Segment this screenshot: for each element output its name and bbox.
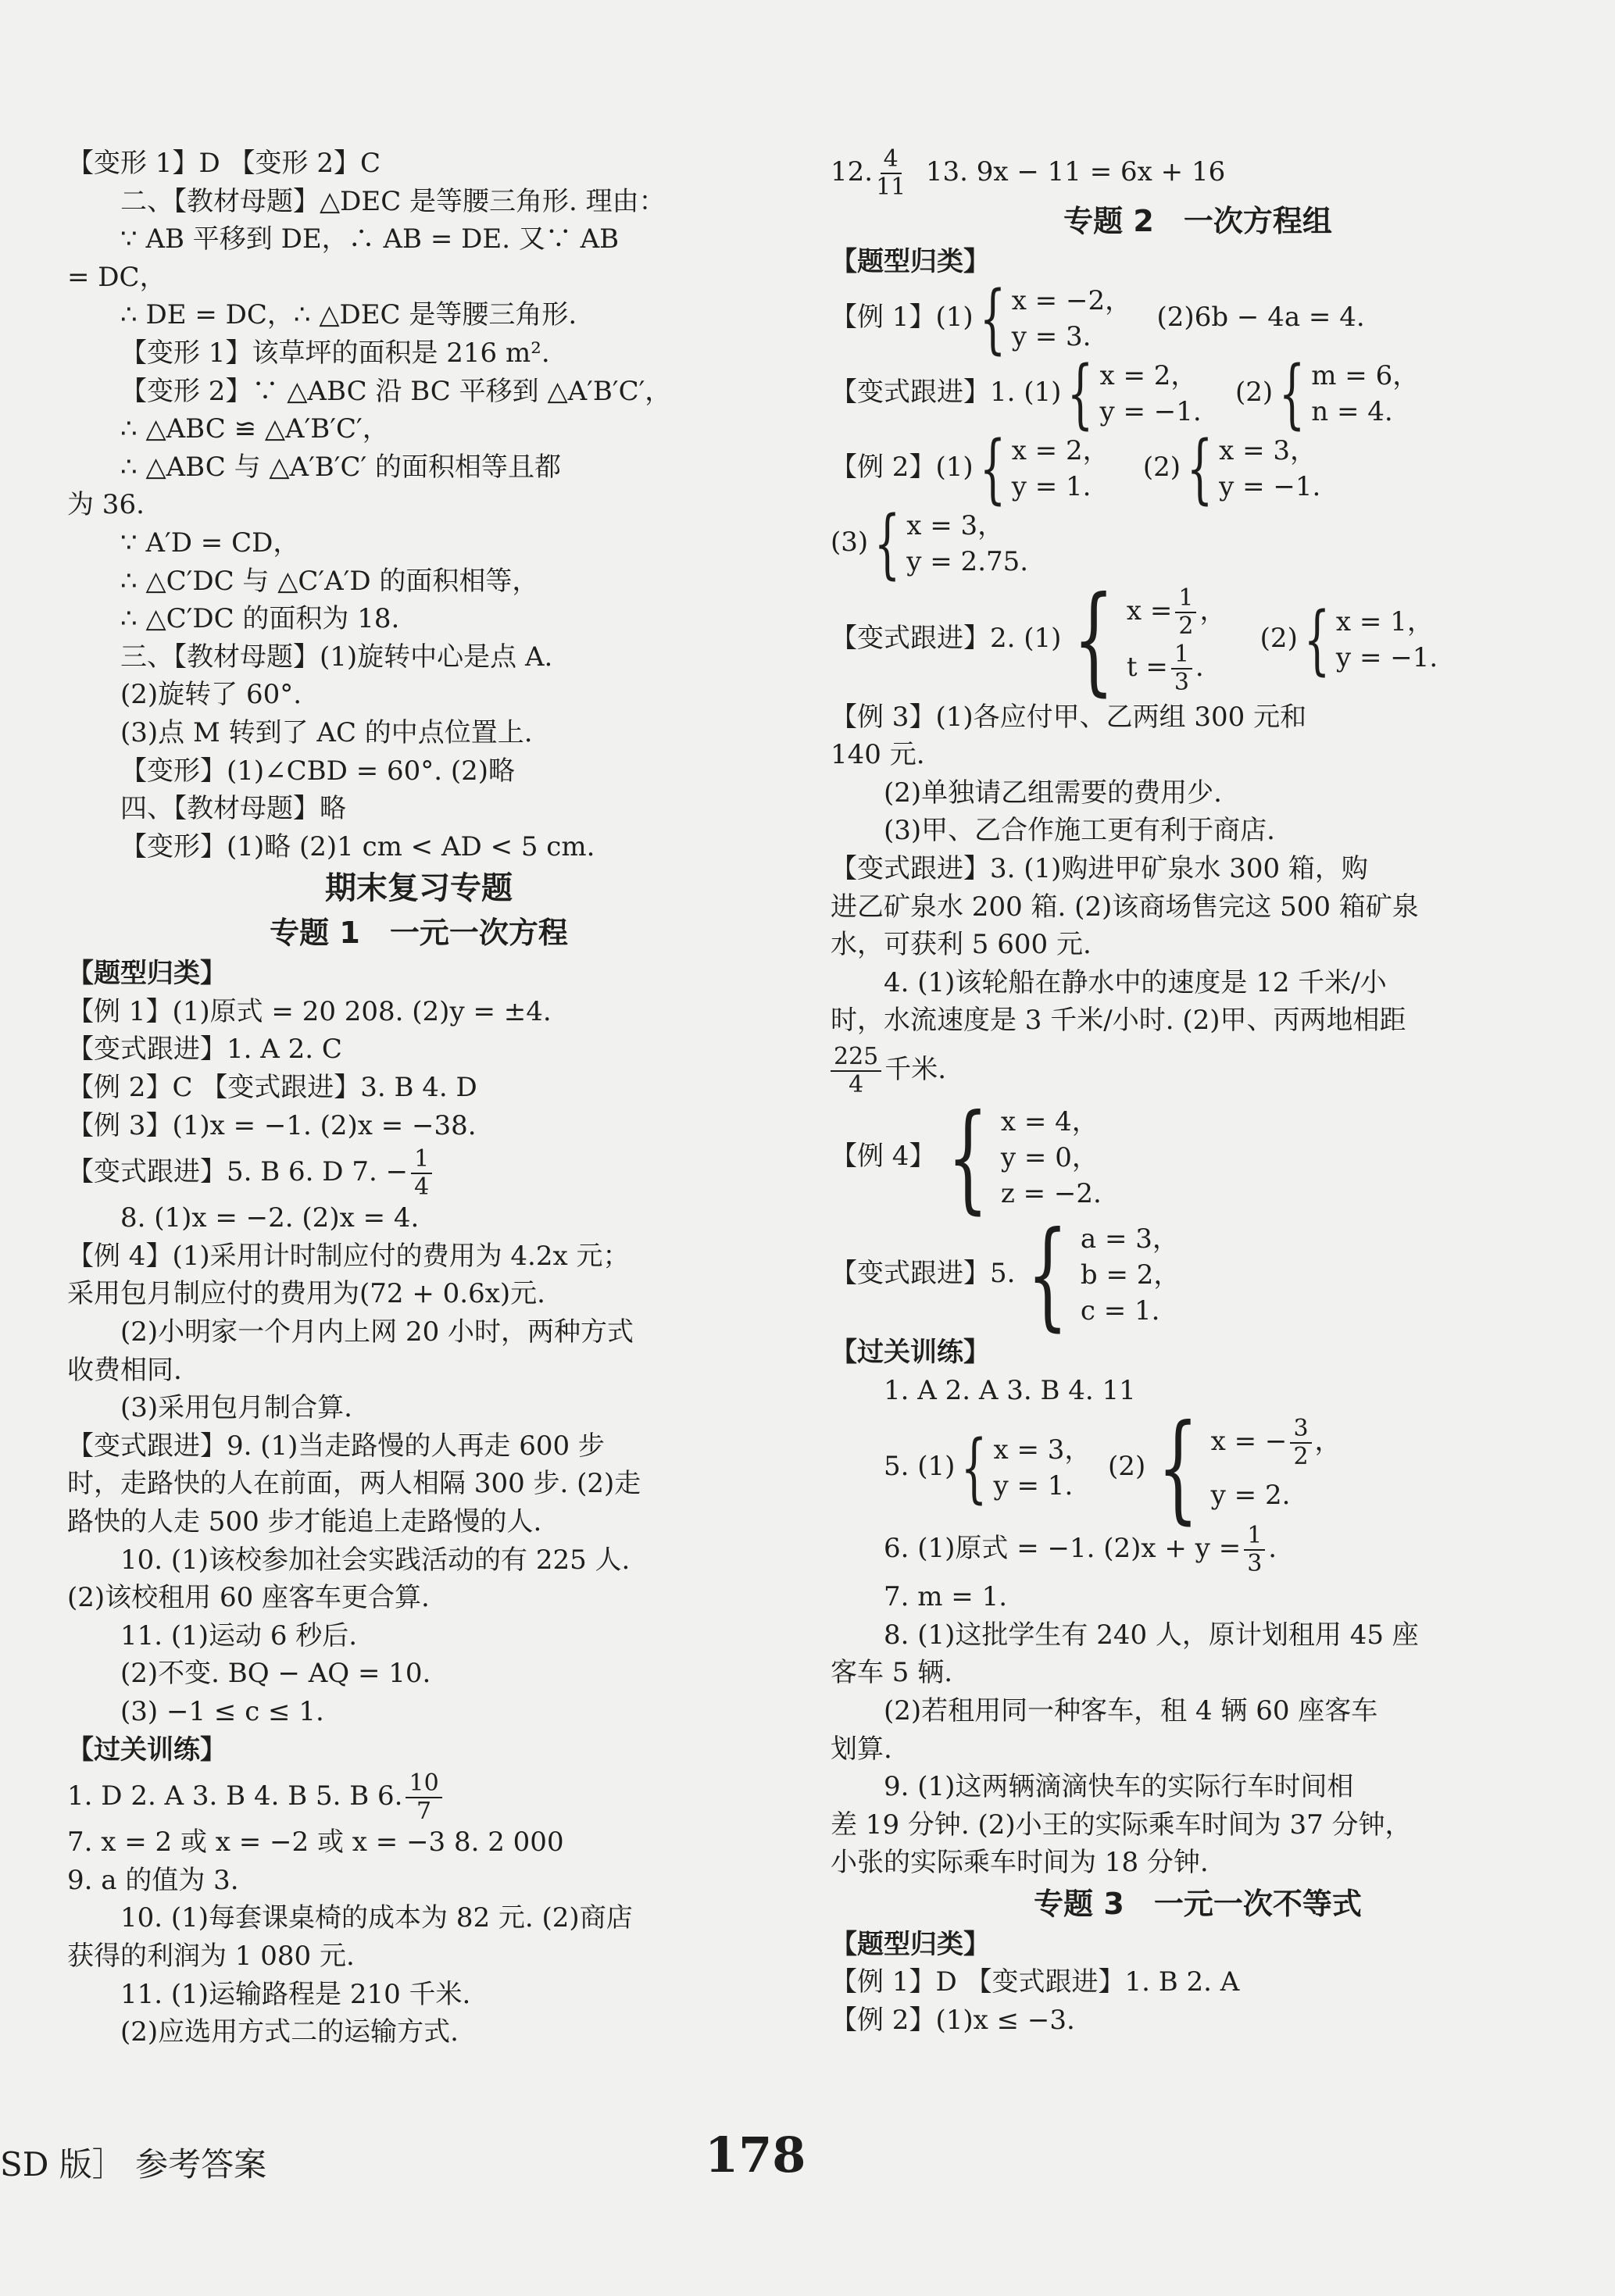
answer-line: ∴ △C′DC 与 △C′A′D 的面积相等， xyxy=(120,565,539,597)
answer-line: (3) −1 ≤ c ≤ 1. xyxy=(120,1695,324,1727)
answer-line: 1. A 2. A 3. B 4. 11 xyxy=(884,1374,1136,1406)
system-row: n = 4. xyxy=(1311,395,1393,427)
answer-line: 9. a 的值为 3. xyxy=(67,1864,239,1896)
fraction-numerator: 225 xyxy=(831,1044,881,1072)
equation-system: { x = 3， y = −1. xyxy=(1186,424,1321,512)
system-row: x = 3， xyxy=(993,1434,1092,1466)
system-row: x = 2， xyxy=(1011,434,1109,466)
answer-line xyxy=(67,1769,770,1826)
system-row: x = −2， xyxy=(1011,284,1132,316)
system-row-text: x = − xyxy=(1210,1426,1288,1458)
answer-line xyxy=(831,1040,1565,1099)
system-row: t = $\frac{1}{3}$ . xyxy=(1126,640,1204,696)
answer-line: 时，走路快的人在前面，两人相隔 300 步. (2)走 xyxy=(67,1468,641,1500)
answer-line: 【变形 1】D 【变形 2】C xyxy=(67,148,381,179)
equation-system: { x = 1， y = −1. xyxy=(1303,595,1438,684)
system-row: y = 2.75. xyxy=(906,545,1029,577)
fraction-denominator: 11 xyxy=(876,173,906,201)
answer-line: 9. (1)这两辆滴滴快车的实际行车时间相 xyxy=(884,1771,1354,1803)
fraction-denominator: 3 xyxy=(1174,668,1189,696)
answer-line: 【例 1】(1)原式 = 20 208. (2)y = ±4. xyxy=(67,995,552,1027)
answer-line: 【变形】(1)∠CBD = 60°. (2)略 xyxy=(120,755,516,787)
answer-line: 【变式跟进】3. (1)购进甲矿泉水 300 箱，购 xyxy=(831,852,1368,884)
answer-text: 【变式跟进】5. xyxy=(831,1257,1016,1289)
topic-title: 专题 1 一元一次方程 xyxy=(270,916,568,951)
answer-line: 采用包月制应付的费用为(72 + 0.6x)元. xyxy=(67,1278,545,1310)
answer-line: 【变形 1】该草坪的面积是 216 m². xyxy=(120,337,550,369)
subheading: 【过关训练】 xyxy=(831,1336,990,1368)
answer-text: 【变式跟进】2. (1) xyxy=(831,622,1062,654)
answer-text: (2) xyxy=(1259,622,1298,654)
answer-line: ∴ △ABC ≌ △A′B′C′， xyxy=(120,413,389,445)
fraction xyxy=(831,1044,881,1098)
system-row: y = 1. xyxy=(1011,470,1092,502)
answer-line xyxy=(831,424,1565,512)
answer-line: (3)采用包月制合算. xyxy=(120,1392,352,1424)
answer-line xyxy=(831,571,1565,708)
answer-text: 6. (1)原式 = −1. (2)x + y = xyxy=(884,1533,1242,1565)
fraction xyxy=(1290,1416,1311,1470)
answer-line xyxy=(831,349,1565,437)
answer-line: 【例 4】(1)采用计时制应付的费用为 4.2x 元； xyxy=(67,1240,630,1272)
answer-line: (2)若租用同一种客车，租 4 辆 60 座客车 xyxy=(884,1694,1378,1726)
system-row: x = $\frac{1}{2}$ ， xyxy=(1126,584,1227,640)
answer-line: ∴ DE = DC，∴ △DEC 是等腰三角形. xyxy=(120,299,577,331)
answer-line: = DC， xyxy=(67,261,166,293)
answer-line: 收费相同. xyxy=(67,1354,182,1386)
answer-line: 11. (1)运动 6 秒后. xyxy=(120,1619,358,1651)
system-row: x = 3， xyxy=(1219,434,1317,466)
answer-line: 4. (1)该轮船在静水中的速度是 12 千米/小 xyxy=(884,966,1387,998)
system-row: y = −1. xyxy=(1219,470,1321,502)
system-row: m = 6， xyxy=(1311,359,1420,391)
answer-text: 13. 9x − 11 = 6x + 16 xyxy=(925,156,1226,187)
page-number: 178 xyxy=(705,2126,806,2184)
answer-text: (3) xyxy=(831,526,869,558)
answer-line: 【变形】(1)略 (2)1 cm < AD < 5 cm. xyxy=(120,830,595,862)
answer-text: (2) xyxy=(1142,451,1181,483)
answer-text: 12. xyxy=(831,156,874,187)
answer-line: (2)单独请乙组需要的费用少. xyxy=(884,777,1222,809)
fraction-denominator: 7 xyxy=(416,1798,432,1826)
fraction-numerator: 1 xyxy=(1244,1523,1265,1551)
subheading: 【题型归类】 xyxy=(831,246,990,277)
answer-text: (2) xyxy=(1108,1451,1146,1483)
equation-system: { x = 2， y = 1. xyxy=(979,424,1109,512)
system-row: y = 0， xyxy=(1000,1141,1099,1173)
answer-text: 千米. xyxy=(884,1053,947,1085)
answer-line: 为 36. xyxy=(67,489,145,521)
fraction-denominator: 2 xyxy=(1293,1443,1309,1471)
answer-line: ∴ △C′DC 的面积为 18. xyxy=(120,603,400,635)
answer-text: 【例 4】 xyxy=(831,1140,936,1172)
answer-line: 6. (1)原式 = −1. (2)x + y = $\frac{1}{3}$ . xyxy=(884,1522,1277,1578)
system-row: y = −1. xyxy=(1335,641,1438,673)
fraction-denominator: 4 xyxy=(849,1070,864,1098)
answer-line xyxy=(831,1400,1565,1537)
system-row: x = 3， xyxy=(906,509,1005,541)
system-row: b = 2， xyxy=(1080,1259,1181,1291)
answer-line: 【例 2】(1)x ≤ −3. xyxy=(831,2005,1075,2037)
equation-system: { x = 3， y = 1. xyxy=(961,1424,1092,1512)
answer-text: 5. (1) xyxy=(884,1451,956,1483)
answer-line: 【例 3】(1)各应付甲、乙两组 300 元和 xyxy=(831,701,1307,733)
answer-line: 【变式跟进】1. A 2. C xyxy=(67,1034,342,1066)
system-row: a = 3， xyxy=(1080,1223,1179,1255)
equation-system: { x = 3， y = 2.75. xyxy=(874,499,1029,587)
equation-system: { x = $\frac{1}{2}$ ， t = $\frac{1}{3}$ . xyxy=(1073,571,1227,708)
answer-line: 二、【教材母题】△DEC 是等腰三角形. 理由： xyxy=(120,185,666,217)
answer-line xyxy=(831,145,1565,199)
answer-line: (2)该校租用 60 座客车更合算. xyxy=(67,1582,430,1614)
fraction-numerator: 10 xyxy=(406,1770,441,1798)
system-row: y = −1. xyxy=(1099,395,1202,427)
fraction-denominator: 3 xyxy=(1247,1550,1263,1578)
subheading: 【题型归类】 xyxy=(67,958,227,990)
subheading: 【题型归类】 xyxy=(831,1928,990,1960)
system-row: y = 2. xyxy=(1210,1480,1291,1512)
fraction xyxy=(876,146,906,201)
fraction xyxy=(1244,1523,1265,1577)
answer-line: (2)应选用方式二的运输方式. xyxy=(120,2016,459,2048)
answer-line: 水，可获利 5 600 元. xyxy=(831,929,1092,961)
system-row-text: x = xyxy=(1126,595,1173,627)
answer-line xyxy=(67,1144,770,1202)
answer-line: 三、【教材母题】(1)旋转中心是点 A. xyxy=(120,641,553,673)
fraction-numerator: 4 xyxy=(881,146,902,174)
fraction xyxy=(411,1146,432,1201)
equation-system: { a = 3， b = 2， c = 1. xyxy=(1027,1206,1181,1343)
answer-line: 10. (1)每套课桌椅的成本为 82 元. (2)商店 xyxy=(120,1902,633,1934)
fraction-numerator: 1 xyxy=(1171,641,1192,670)
footer-edition: SD 版］ 参考答案 xyxy=(0,2145,267,2184)
system-row: x = 1， xyxy=(1335,605,1434,637)
fraction xyxy=(406,1770,441,1825)
answer-line: 进乙矿泉水 200 箱. (2)该商场售完这 500 箱矿泉 xyxy=(831,891,1419,923)
answer-line: 【例 1】D 【变式跟进】1. B 2. A xyxy=(831,1966,1240,1998)
answer-line: 7. x = 2 或 x = −2 或 x = −3 8. 2 000 xyxy=(67,1826,564,1859)
equation-system: { x = − $\frac{3}{2}$ ， y = 2. xyxy=(1157,1400,1342,1537)
answer-line: 11. (1)运输路程是 210 千米. xyxy=(120,1978,471,2010)
answer-line: 差 19 分钟. (2)小王的实际乘车时间为 37 分钟， xyxy=(831,1809,1412,1841)
section-title: 期末复习专题 xyxy=(325,870,513,907)
system-row: z = −2. xyxy=(1000,1177,1102,1209)
answer-line: 小张的实际乘车时间为 18 分钟. xyxy=(831,1847,1209,1879)
answer-line: 【变式跟进】9. (1)当走路慢的人再走 600 步 xyxy=(67,1430,605,1462)
answer-line: (2)不变. BQ − AQ = 10. xyxy=(120,1658,431,1690)
system-row: x = 4， xyxy=(1000,1105,1099,1137)
answer-line: (3)甲、乙合作施工更有利于商店. xyxy=(884,815,1275,847)
answer-line: (2)小明家一个月内上网 20 小时，两种方式 xyxy=(120,1316,634,1348)
system-row: x = 2， xyxy=(1099,359,1198,391)
topic-title: 专题 2 一次方程组 xyxy=(1063,204,1332,238)
answer-line: 8. (1)这批学生有 240 人，原计划租用 45 座 xyxy=(884,1619,1419,1651)
answer-text: 1. D 2. A 3. B 4. B 5. B 6. xyxy=(67,1780,403,1812)
answer-text: (2)6b − 4a = 4. xyxy=(1156,301,1365,333)
answer-text: 【变式跟进】5. B 6. D 7. − xyxy=(67,1156,409,1188)
answer-line xyxy=(831,499,1565,587)
answer-line: 【例 2】C 【变式跟进】3. B 4. D xyxy=(67,1072,477,1104)
equation-system: { x = 4， y = 0， z = −2. xyxy=(947,1089,1102,1226)
fraction-denominator: 4 xyxy=(414,1173,430,1202)
answer-line xyxy=(831,1206,1565,1343)
answer-text: 【变式跟进】1. (1) xyxy=(831,376,1062,408)
answer-line: 140 元. xyxy=(831,739,925,771)
answer-text: 【例 1】(1) xyxy=(831,301,974,333)
equation-system: { x = −2， y = 3. xyxy=(979,274,1132,362)
answer-line xyxy=(831,1089,1565,1226)
equation-system: { x = 2， y = −1. xyxy=(1067,349,1202,437)
system-row: y = 1. xyxy=(993,1470,1074,1502)
answer-line: (3)点 M 转到了 AC 的中点位置上. xyxy=(120,716,533,748)
fraction xyxy=(1171,641,1192,696)
answer-line: 【例 3】(1)x = −1. (2)x = −38. xyxy=(67,1109,477,1141)
answer-text: 【例 2】(1) xyxy=(831,451,974,483)
answer-line: 【变形 2】∵ △ABC 沿 BC 平移到 △A′B′C′， xyxy=(120,375,672,407)
system-row: c = 1. xyxy=(1080,1294,1160,1327)
fraction-numerator: 1 xyxy=(1175,585,1196,613)
answer-line: 7. m = 1. xyxy=(884,1581,1008,1613)
answer-line: 客车 5 辆. xyxy=(831,1657,953,1689)
system-row-text: t = xyxy=(1126,651,1168,683)
answer-line: 四、【教材母题】略 xyxy=(120,793,346,825)
answer-line: ∵ A′D = CD， xyxy=(120,527,300,559)
answer-line: 划算. xyxy=(831,1733,892,1765)
left-column xyxy=(67,145,770,2051)
equation-system: { m = 6， n = 4. xyxy=(1278,349,1420,437)
right-column xyxy=(831,145,1565,2040)
answer-line: ∵ AB 平移到 DE，∴ AB = DE. 又∵ AB xyxy=(120,223,620,255)
answer-text: (2) xyxy=(1234,376,1274,408)
answer-line: (2)旋转了 60°. xyxy=(120,679,302,711)
answer-line: ∴ △ABC 与 △A′B′C′ 的面积相等且都 xyxy=(120,451,562,483)
topic-title: 专题 3 一元一次不等式 xyxy=(1034,1886,1362,1921)
answer-line: 8. (1)x = −2. (2)x = 4. xyxy=(120,1202,420,1234)
answer-line: 10. (1)该校参加社会实践活动的有 225 人. xyxy=(120,1544,631,1576)
system-row: y = 3. xyxy=(1011,320,1092,352)
fraction-numerator: 3 xyxy=(1290,1416,1311,1444)
answer-line: 获得的利润为 1 080 元. xyxy=(67,1940,355,1972)
subheading: 【过关训练】 xyxy=(67,1734,227,1766)
answer-line: 时，水流速度是 3 千米/小时. (2)甲、丙两地相距 xyxy=(831,1005,1406,1037)
fraction-numerator: 1 xyxy=(411,1146,432,1174)
fraction-denominator: 2 xyxy=(1178,612,1194,640)
answer-line: 路快的人走 500 步才能追上走路慢的人. xyxy=(67,1506,542,1537)
answer-line xyxy=(831,274,1565,362)
system-row: x = − $\frac{3}{2}$ ， xyxy=(1210,1415,1342,1471)
fraction xyxy=(1175,585,1196,640)
